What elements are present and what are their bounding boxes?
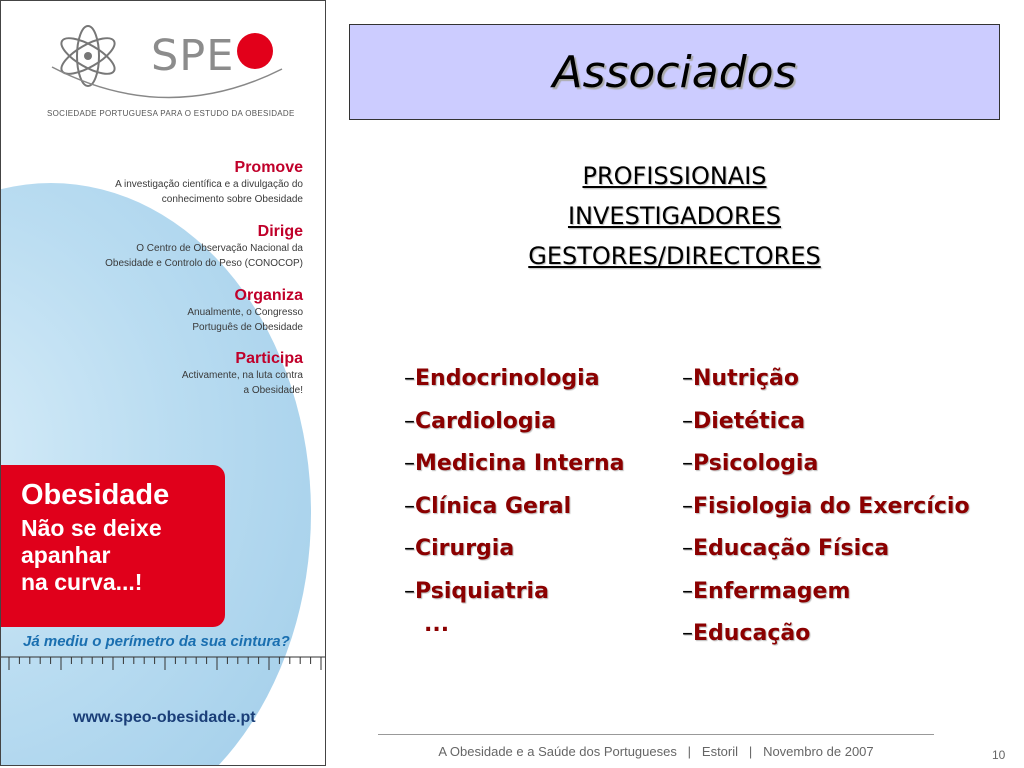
block-text: Activamente, na luta contra — [181, 370, 303, 381]
block-heading: Organiza — [234, 287, 303, 304]
block-text: a Obesidade! — [243, 385, 303, 396]
list-item — [404, 358, 625, 401]
heading-investigadores: INVESTIGADORES — [567, 202, 782, 230]
dash: – — [404, 451, 415, 476]
dash: – — [404, 408, 415, 434]
obesity-slogan-box — [1, 465, 225, 627]
item-label: Educação — [693, 621, 811, 646]
page-number: 10 — [992, 748, 1006, 762]
dash: – — [404, 366, 415, 391]
slogan-line: Não se deixe — [21, 515, 162, 541]
list-item — [682, 613, 970, 656]
item-label: Enfermagem — [693, 578, 851, 604]
slogan-text — [21, 515, 221, 596]
item-label: Endocrinologia — [415, 366, 600, 391]
dash: – — [682, 408, 693, 434]
heading-profissionais: PROFISSIONAIS — [582, 162, 767, 190]
list-item — [404, 528, 625, 571]
list-item — [682, 358, 970, 401]
block-text: Obesidade e Controlo do Peso (CONOCOP) — [105, 258, 303, 269]
logo-swoosh-icon — [47, 57, 287, 107]
block-heading: Participa — [235, 350, 303, 367]
poster-image — [0, 0, 326, 766]
item-label: Clínica Geral — [415, 493, 572, 519]
dash: – — [404, 493, 415, 519]
slogan-line: apanhar — [21, 542, 111, 568]
list-ellipsis: ... — [424, 612, 450, 637]
dash: – — [404, 578, 415, 604]
list-item — [682, 401, 970, 444]
poster-block-participa — [182, 350, 303, 398]
item-label: Psiquiatria — [415, 578, 549, 604]
title-box — [349, 24, 1000, 120]
item-label: Dietética — [693, 408, 806, 434]
dash: – — [682, 493, 693, 519]
block-heading: Dirige — [257, 223, 303, 240]
dash: – — [682, 578, 693, 604]
dash: – — [682, 366, 693, 391]
poster-block-dirige — [105, 223, 303, 271]
heading-gestores: GESTORES/DIRECTORES — [528, 242, 821, 270]
list-item — [682, 528, 970, 571]
logo-text: SPE — [151, 31, 235, 81]
measuring-tape-icon — [1, 655, 326, 671]
item-label: Medicina Interna — [415, 451, 625, 476]
list-item — [404, 401, 625, 444]
list-item — [404, 443, 625, 486]
block-heading: Promove — [234, 159, 303, 176]
slide-title: Associados — [552, 46, 797, 98]
item-label: Educação Física — [693, 536, 890, 561]
society-name: SOCIEDADE PORTUGUESA PARA O ESTUDO DA OBESIDADE — [47, 109, 295, 118]
website-url: www.speo-obesidade.pt — [73, 709, 256, 726]
footer-divider — [378, 734, 934, 735]
block-text: A investigação científica e a divulgação do — [115, 179, 303, 190]
block-text: conhecimento sobre Obesidade — [161, 194, 303, 205]
block-text: O Centro de Observação Nacional da — [136, 243, 303, 254]
list-item — [682, 486, 970, 529]
item-label: Cardiologia — [415, 408, 557, 434]
list-item — [404, 571, 625, 614]
waist-question: Já mediu o perímetro da sua cintura? — [23, 633, 290, 650]
list-item — [682, 443, 970, 486]
footer-text: A Obesidade e a Saúde dos Portugueses | Estoril | Novembro de 2007 — [438, 744, 874, 759]
poster-block-organiza — [187, 287, 303, 335]
dash: – — [682, 621, 693, 646]
item-label: Nutrição — [693, 366, 799, 391]
slogan-line: na curva...! — [21, 569, 143, 595]
item-label: Fisiologia do Exercício — [693, 493, 970, 519]
block-text: Anualmente, o Congresso — [187, 307, 303, 318]
item-label: Cirurgia — [415, 536, 515, 561]
item-label: Psicologia — [693, 451, 819, 476]
specialties-list-left — [404, 358, 625, 613]
slogan-title: Obesidade — [21, 479, 170, 511]
dash: – — [404, 536, 415, 561]
block-text: Português de Obesidade — [192, 322, 303, 333]
member-categories — [349, 156, 1000, 276]
list-item — [404, 486, 625, 529]
dash: – — [682, 451, 693, 476]
specialties-list-right — [682, 358, 970, 656]
dash: – — [682, 536, 693, 561]
poster-block-promove — [115, 159, 303, 207]
list-item — [682, 571, 970, 614]
